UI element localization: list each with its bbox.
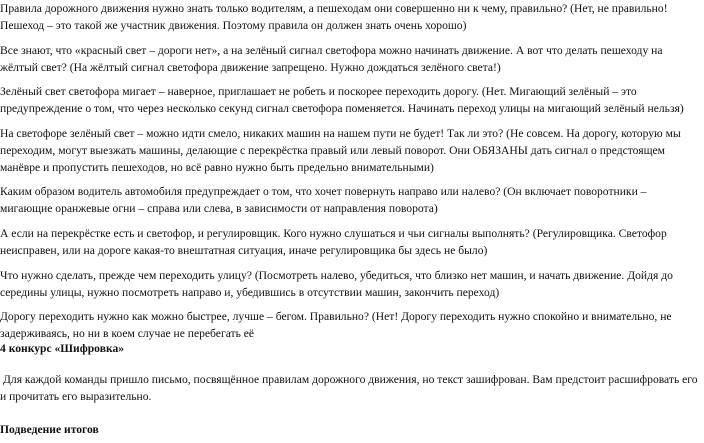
paragraph-crossing-street: Что нужно сделать, прежде чем переходить улицу? (Посмотреть налево, убедиться, что близко нет машин, и начать движение. Дойдя до середины улицы, нужно посмотреть направо и, убедившись в отсутствии машин, закончить переход) <box>0 268 673 299</box>
summary-heading: Подведение итогов <box>0 423 99 437</box>
contest-heading: 4 конкурс «Шифровка» <box>0 342 125 356</box>
paragraph-blinking-green: Зелёный свет светофора мигает – наверное, приглашает не робеть и поскорее переходить дорогу. (Нет. Мигающий зелёный – это предупреждение о том, что через несколько секунд сигнал светофора поменяется. Начинать переход улицы на мигающий зелёный нельзя) <box>0 85 684 116</box>
paragraph-turn-signals: Каким образом водитель автомобиля предупреждает о том, что хочет повернуть направо или налево? (Он включает поворотники – мигающие оранжевые огни – справа или слева, в зависимости от направления поворота) <box>0 185 647 216</box>
paragraph-traffic-controller: А если на перекрёстке есть и светофор, и регулировщик. Кого нужно слушаться и чьи сигналы выполнять? (Регулировщика. Светофор неисправен, или на дороге какая-то внештатная ситуация, иначе регулировщика бы здесь не было) <box>0 226 667 257</box>
contest-description: Для каждой команды пришло письмо, посвящённое правилам дорожного движения, но текст зашифрован. Вам предстоит расшифровать его и прочитать его выразительно. <box>0 373 698 404</box>
paragraph-do-not-run: Дорогу переходить нужно как можно быстрее, лучше – бегом. Правильно? (Нет! Дорогу переходить нужно спокойно и внимательно, не задерживаясь, но ни в коем случае не перебегать её <box>0 310 672 341</box>
paragraph-pedestrian-rules: Правила дорожного движения нужно знать только водителям, а пешеходам они совершенно ни к чему, правильно? (Нет, не правильно! Пешеход – это такой же участник движения. Поэтому правила он должен знать очень хорошо) <box>0 2 668 32</box>
paragraph-yellow-light: Все знают, что «красный свет – дороги нет», а на зелёный сигнал светофора можно начинать движение. А вот что делать пешеходу на жёлтый свет? (На жёлтый сигнал светофора движение запрещено. Нужно дождаться зелёного света!) <box>0 43 663 74</box>
paragraph-green-light-cars: На светофоре зелёный свет – можно идти смело, никаких машин на нашем пути не будет! Так ли это? (Не совсем. На дорогу, которую мы переходим, могут выезжать машины, делающие с перекрёстка правый или левый поворот. Они ОБЯЗАНЫ дать сигнал о предстоящем манёвре и пропустить пешеходов, но всё равно нужно быть предельно внимательными) <box>0 126 681 174</box>
